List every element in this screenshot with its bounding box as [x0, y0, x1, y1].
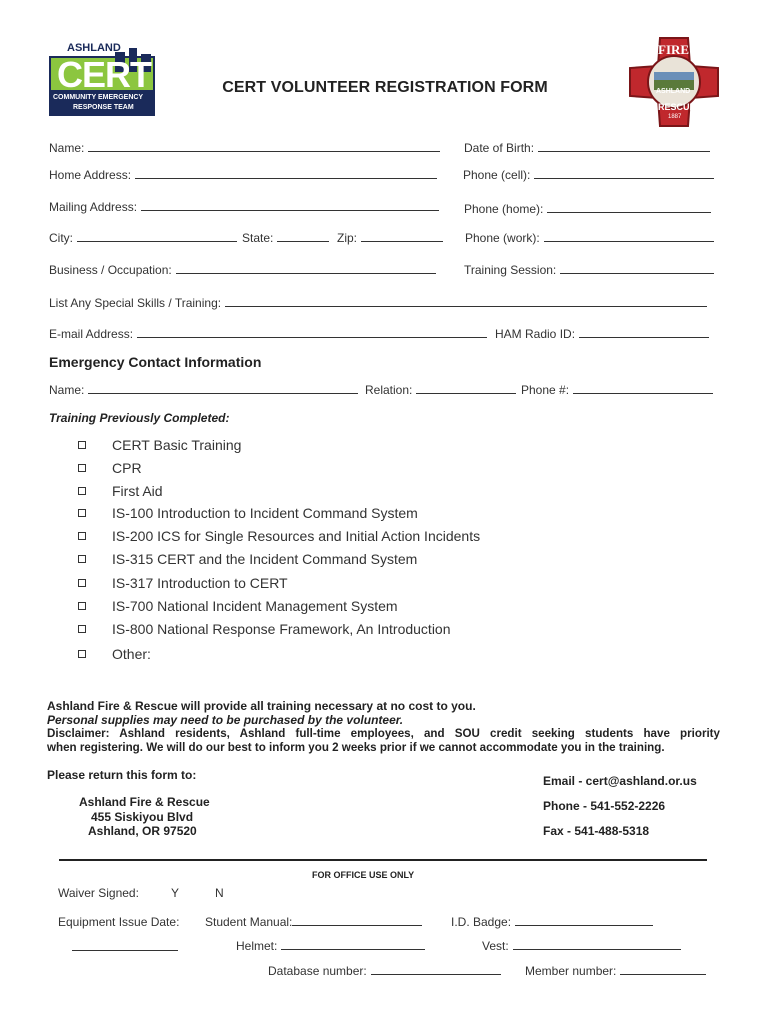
phone-work-label: Phone (work):: [465, 231, 540, 245]
checkbox[interactable]: [78, 487, 86, 495]
business-field[interactable]: [49, 263, 436, 277]
checkbox[interactable]: [78, 579, 86, 587]
waiver-label: Waiver Signed:: [58, 886, 139, 900]
fire-logo-mid: ASHLAND: [656, 88, 691, 95]
vest-label: Vest:: [482, 939, 509, 953]
checkbox[interactable]: [78, 650, 86, 658]
relation-label: Relation:: [365, 383, 413, 397]
fire-logo-top: FIRE: [658, 42, 690, 57]
training-item[interactable]: [78, 460, 142, 476]
city-field[interactable]: [49, 231, 237, 245]
business-label: Business / Occupation:: [49, 263, 172, 277]
name-field[interactable]: [49, 141, 440, 155]
helmet-field[interactable]: [236, 939, 425, 953]
notice-line3: Disclaimer: Ashland residents, Ashland full-time employees, and SOU credit seeking students have priority: [47, 727, 720, 740]
city-label: City:: [49, 231, 73, 245]
training-item-label: IS-100 Introduction to Incident Command System: [112, 505, 418, 521]
notice-line2: Personal supplies may need to be purchased by the volunteer.: [47, 713, 404, 727]
training-item-label: CERT Basic Training: [112, 437, 242, 453]
training-item[interactable]: [78, 437, 241, 453]
checkbox[interactable]: [78, 625, 86, 633]
database-label: Database number:: [268, 964, 367, 978]
member-label: Member number:: [525, 964, 617, 978]
badge-field[interactable]: [451, 915, 653, 929]
cert-logo-line1: COMMUNITY EMERGENCY: [53, 94, 144, 101]
home-address-label: Home Address:: [49, 168, 132, 182]
emergency-phone-field[interactable]: [521, 383, 713, 397]
training-session-field[interactable]: [464, 263, 714, 277]
email-field[interactable]: [49, 327, 487, 341]
member-field[interactable]: [525, 964, 706, 978]
fire-logo-year: 1887: [668, 114, 682, 120]
manual-field[interactable]: [205, 915, 422, 929]
notice-line4: when registering. We will do our best to inform you 2 weeks prior if we cannot accommodate you in the training.: [47, 741, 665, 754]
training-item-label: IS-317 Introduction to CERT: [112, 575, 288, 591]
dob-field[interactable]: [464, 141, 710, 155]
fire-logo-bottom: RESCUE: [658, 102, 696, 112]
phone-work-field[interactable]: [465, 231, 714, 245]
helmet-label: Helmet:: [236, 939, 278, 953]
notice-line1: Ashland Fire & Rescue will provide all training necessary at no cost to you.: [47, 699, 476, 713]
training-item[interactable]: [78, 646, 151, 662]
dob-label: Date of Birth:: [464, 141, 535, 155]
badge-label: I.D. Badge:: [451, 915, 512, 929]
training-item[interactable]: [78, 575, 288, 591]
training-item-label: IS-200 ICS for Single Resources and Initial Action Incidents: [112, 528, 481, 544]
training-item-label: IS-315 CERT and the Incident Command System: [112, 551, 418, 567]
emergency-name-label: Name:: [49, 383, 85, 397]
return-fax: Fax - 541-488-5318: [543, 824, 650, 838]
training-item-label: IS-800 National Response Framework, An Introduction: [112, 621, 451, 637]
phone-cell-label: Phone (cell):: [463, 168, 531, 182]
phone-cell-field[interactable]: [463, 168, 714, 182]
checkbox[interactable]: [78, 464, 86, 472]
phone-home-label: Phone (home):: [464, 202, 544, 216]
waiver-yes[interactable]: Y: [171, 886, 180, 900]
return-phone: Phone - 541-552-2226: [543, 799, 666, 813]
zip-label: Zip:: [337, 231, 358, 245]
divider: [59, 859, 707, 861]
training-item[interactable]: [78, 598, 398, 614]
database-field[interactable]: [268, 964, 501, 978]
return-street: 455 Siskiyou Blvd: [91, 810, 194, 824]
training-item[interactable]: [78, 505, 418, 521]
phone-home-field[interactable]: [464, 202, 711, 216]
training-heading: Training Previously Completed:: [49, 411, 230, 425]
mailing-address-label: Mailing Address:: [49, 200, 138, 214]
return-label: Please return this form to:: [47, 768, 197, 782]
equipment-label: Equipment Issue Date:: [58, 915, 180, 929]
skills-field[interactable]: [49, 296, 707, 310]
checkbox[interactable]: [78, 532, 86, 540]
training-item[interactable]: [78, 621, 451, 637]
training-item-label: IS-700 National Incident Management System: [112, 598, 398, 614]
checkbox[interactable]: [78, 441, 86, 449]
emergency-name-field[interactable]: [49, 383, 358, 397]
training-item[interactable]: [78, 483, 163, 499]
checkbox[interactable]: [78, 509, 86, 517]
checkbox[interactable]: [78, 602, 86, 610]
equipment-date-field[interactable]: [72, 950, 178, 951]
office-heading: FOR OFFICE USE ONLY: [312, 870, 415, 880]
email-label: E-mail Address:: [49, 327, 134, 341]
return-email[interactable]: Email - cert@ashland.or.us: [543, 774, 697, 788]
zip-field[interactable]: [337, 231, 443, 245]
state-label: State:: [242, 231, 274, 245]
training-item-label: Other:: [112, 646, 151, 662]
training-item[interactable]: [78, 551, 417, 567]
vest-field[interactable]: [482, 939, 681, 953]
emergency-phone-label: Phone #:: [521, 383, 570, 397]
training-item-label: First Aid: [112, 483, 163, 499]
skills-label: List Any Special Skills / Training:: [49, 296, 222, 310]
waiver-no[interactable]: N: [215, 886, 224, 900]
training-item[interactable]: [78, 528, 480, 544]
cert-logo-line2: RESPONSE TEAM: [73, 104, 134, 111]
mailing-address-field[interactable]: [49, 200, 439, 214]
cert-logo-big: CERT: [57, 54, 151, 95]
training-session-label: Training Session:: [464, 263, 557, 277]
page-title: CERT VOLUNTEER REGISTRATION FORM: [222, 79, 548, 96]
return-city: Ashland, OR 97520: [88, 824, 197, 838]
ham-radio-field[interactable]: [495, 327, 709, 341]
manual-label: Student Manual:: [205, 915, 293, 929]
checkbox[interactable]: [78, 555, 86, 563]
cert-logo-top: ASHLAND: [67, 42, 121, 54]
ham-radio-label: HAM Radio ID:: [495, 327, 576, 341]
home-address-field[interactable]: [49, 168, 437, 182]
name-label: Name:: [49, 141, 85, 155]
return-org: Ashland Fire & Rescue: [79, 795, 210, 809]
emergency-heading: Emergency Contact Information: [49, 354, 262, 370]
training-item-label: CPR: [112, 460, 142, 476]
state-field[interactable]: [242, 231, 329, 245]
relation-field[interactable]: [365, 383, 516, 397]
